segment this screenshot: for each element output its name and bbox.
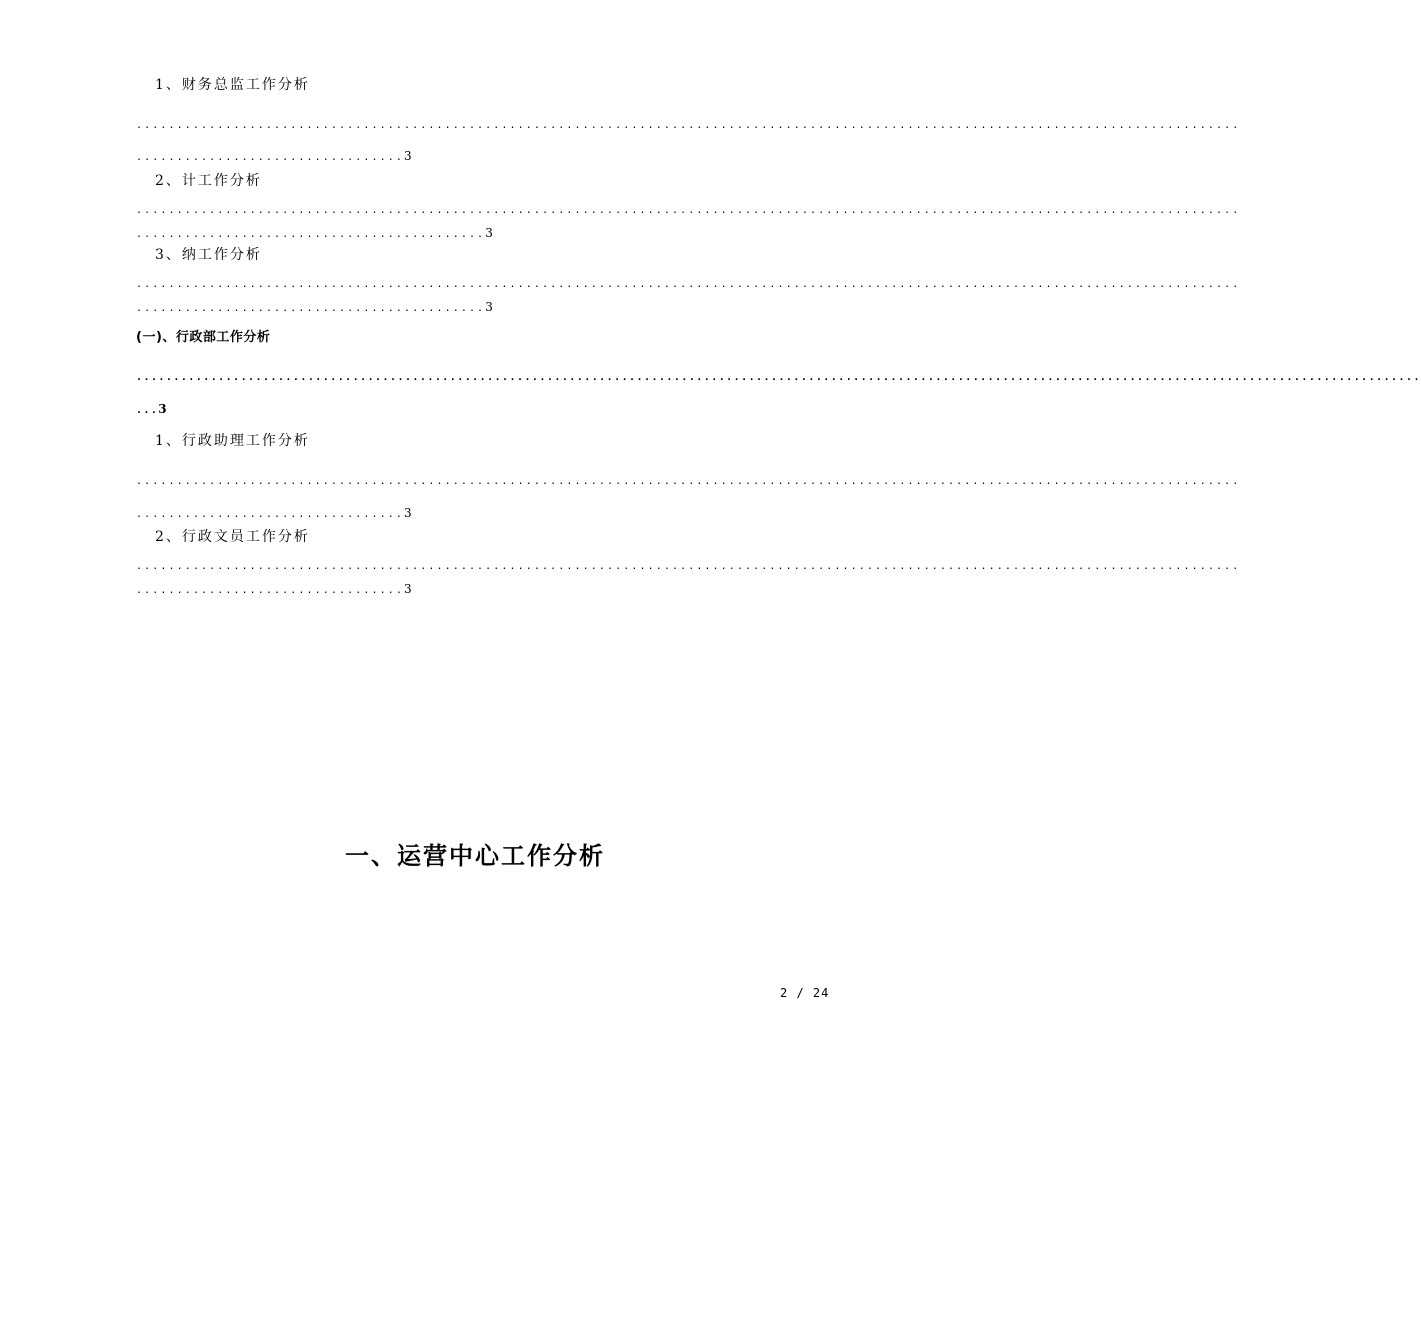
toc-leader-dots: ........................................................................................................................................ [136,476,1241,487]
toc-entry-title: 2、计工作分析 [155,173,262,189]
toc-leader-dots: ........................................................................................................................................ [136,120,1241,131]
toc-leader-dots-end: ...........................................3 [136,300,493,314]
toc-entry-title: 1、财务总监工作分析 [155,77,310,93]
toc-page-number: 3 [485,226,493,240]
page-indicator: 2 / 24 [780,986,830,1000]
toc-leader-dots: ........................................................................................................................................ [136,561,1241,572]
toc-entry-title: 1、行政助理工作分析 [155,433,310,449]
toc-page-number: 3 [403,506,412,520]
toc-leader-dots-end: .................................3 [136,506,412,520]
toc-section-title: (一)、行政部工作分析 [136,330,271,345]
toc-leader-dots: ........................................................................................................................................ [136,279,1241,290]
toc-entry-title: 2、行政文员工作分析 [155,529,310,545]
toc-leader-dots: ............................................................................................................................................................................ [136,372,1421,383]
toc-leader-dots-end: ...........................................3 [136,226,493,240]
toc-leader-dots-end: .................................3 [136,582,412,596]
toc-page-number: 3 [403,149,412,163]
toc-page-number: 3 [485,300,493,314]
toc-entry-title: 3、纳工作分析 [155,247,262,263]
toc-page-number: 3 [158,402,167,416]
section-heading: 一、运营中心工作分析 [345,842,605,870]
toc-leader-dots-end: ...3 [136,402,167,416]
toc-leader-dots: ........................................................................................................................................ [136,205,1241,216]
toc-leader-dots-end: .................................3 [136,149,412,163]
toc-page-number: 3 [403,582,412,596]
